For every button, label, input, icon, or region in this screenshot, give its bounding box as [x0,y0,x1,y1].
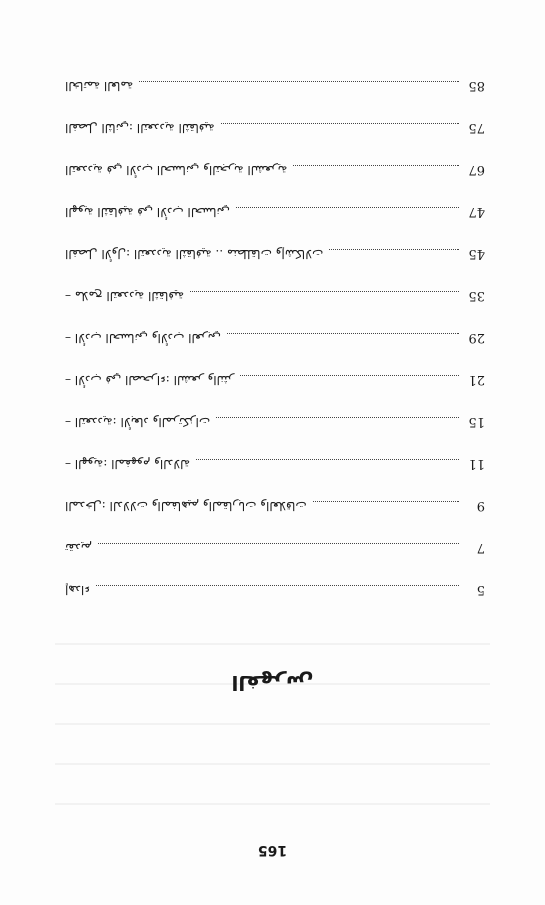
dot-leader [236,208,459,209]
page-title: الفهرس [231,671,314,695]
toc-entry [65,569,485,611]
toc-entry-page: 47 [468,204,485,220]
dot-leader [190,292,459,293]
toc-entry-page: 21 [468,372,485,388]
toc-entry-title: – الهوية: المفهوم والدلالة [65,457,191,471]
toc-entry-page: 45 [468,246,485,262]
toc-entry [65,275,485,317]
dot-leader [216,418,459,419]
toc-entry [65,317,485,359]
toc-entry-page: 9 [476,498,485,514]
page-number: 165 [257,842,288,858]
toc-entry-page: 85 [468,78,485,94]
dot-leader [96,586,459,587]
toc-entry [65,65,485,107]
dot-leader [329,250,459,251]
toc-entry-title: – الأدب الحساني والأدب العربي [65,331,221,345]
toc-entry [65,401,485,443]
toc-entry-title: الفصل الأول: التعددية الثقافية .. منطلقات وإشكالات [65,247,324,261]
toc-entry-title: – التعددية: الأبعاد والمرتكزات [65,415,211,429]
toc-entry-title: إهداء [65,583,90,597]
dot-leader [227,334,459,335]
toc-entry-title: – ملامح التعددية الثقافية [65,289,185,303]
dot-leader [293,166,459,167]
toc-entry-title: الهوية الثقافية في الأدب الحساني [65,205,230,219]
toc-entry [65,359,485,401]
toc-entry-title: تقديم [65,541,93,555]
toc-entry [65,107,485,149]
toc-entry-page: 35 [468,288,485,304]
toc-entry-page: 15 [468,414,485,430]
table-of-contents [65,65,485,611]
dot-leader [98,544,459,545]
toc-entry-title: الخاتمة العامة [65,79,134,93]
toc-entry-page: 7 [476,540,485,556]
toc-entry [65,485,485,527]
dot-leader [221,124,459,125]
toc-entry-title: – الأدب في الصحراء: الشعر والنثر [65,373,235,387]
toc-entry [65,443,485,485]
toc-entry-page: 5 [476,582,485,598]
dot-leader [240,376,459,377]
toc-entry-title: الفصل الثاني: التعددية الثقافية [65,121,215,135]
toc-entry-page: 29 [468,330,485,346]
toc-entry-title: المدخل: الدلالات والمفاهيم والمقاربات والعلاقات [65,499,307,513]
dot-leader [139,82,459,83]
toc-entry-title: التعددية في الأدب الحساني والتجربة الشعرية [65,163,288,177]
dot-leader [196,460,459,461]
toc-entry-page: 75 [468,120,485,136]
toc-entry-page: 67 [468,162,485,178]
toc-entry [65,191,485,233]
toc-entry [65,233,485,275]
toc-entry [65,149,485,191]
toc-entry [65,527,485,569]
dot-leader [313,502,459,503]
toc-entry-page: 11 [468,456,485,472]
